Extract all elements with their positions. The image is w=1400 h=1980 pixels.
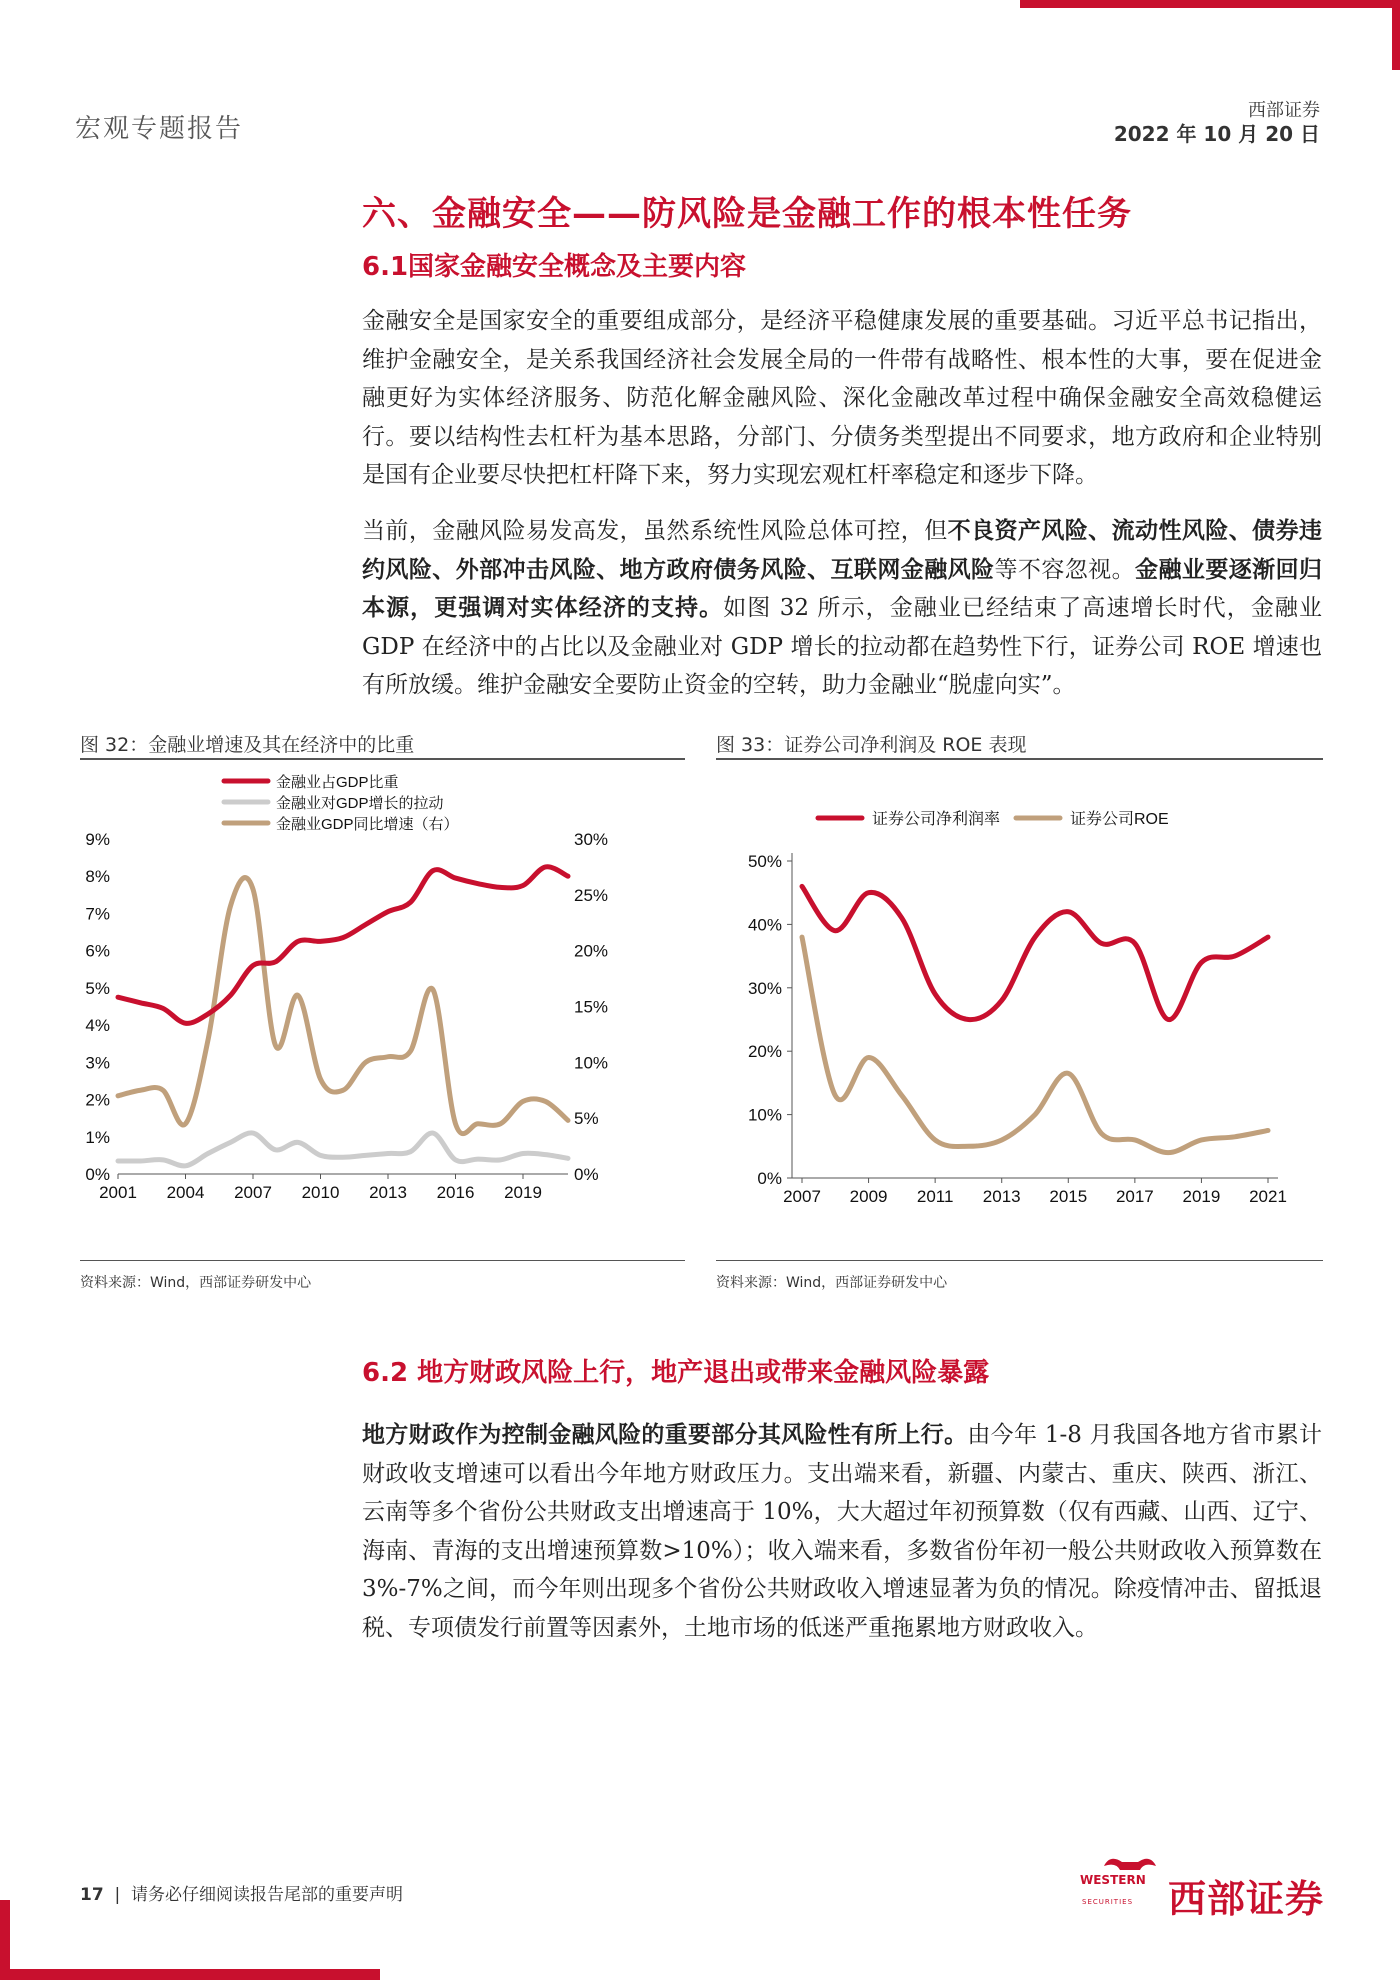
fig32-left-tick: 0% [85,1165,110,1184]
fig32-legend-label: 金融业GDP同比增速（右） [276,816,459,833]
fig33-y-tick: 20% [747,1042,782,1062]
bull-logo-icon [1100,1852,1160,1876]
figure-33-title: 图 33：证券公司净利润及 ROE 表现 [716,734,1027,756]
fig33-x-tick: 2013 [982,1187,1021,1206]
page-number: 17 [80,1885,104,1905]
figure-32-source: 资料来源：Wind，西部证券研发中心 [80,1275,312,1291]
fig33-x-tick: 2015 [1049,1187,1088,1206]
fig32-right-tick: 0% [574,1165,599,1184]
fig32-left-tick: 5% [85,978,110,998]
bottom-red-bar-vertical [0,1900,10,1980]
fig32-left-tick: 6% [85,941,110,961]
fig32-left-tick: 4% [85,1016,110,1036]
fig33-y-tick: 50% [747,852,782,871]
figure-32-title: 图 32：金融业增速及其在经济中的比重 [80,734,415,756]
fig33-x-tick: 2019 [1182,1187,1221,1206]
fig32-right-tick: 5% [574,1109,599,1129]
fig32-legend [224,774,459,833]
logo-english: WESTERN [1080,1873,1146,1887]
fig32-left-axis [85,830,110,1184]
subsection-title-6-2: 6.2 地方财政风险上行，地产退出或带来金融风险暴露 [362,1358,990,1388]
figure-33-bottom-rule [716,1260,1323,1261]
fig32-x-tick: 2001 [99,1183,137,1202]
fig32-right-tick: 30% [574,830,609,849]
fig32-left-tick: 7% [85,904,110,924]
fig33-x-tick: 2017 [1115,1187,1154,1206]
fig32-x-tick: 2007 [234,1183,272,1202]
fig32-right-tick: 20% [574,941,609,961]
header-date: 2022 年 10 月 20 日 [1113,122,1320,146]
company-logo: 西部证券 [1168,1877,1325,1921]
fig33-legend-label: 证券公司净利润率 [872,811,1001,828]
fig32-left-tick: 9% [85,830,110,849]
paragraph-1: 金融安全是国家安全的重要组成部分，是经济平稳健康发展的重要基础。习近平总书记指出，维护金融安全，是关系我国经济社会发展全局的一件带有战略性、根本性的大事，要在促进金融更好为实体经济服务、防范化解金融风险、深化金融改革过程中确保金融安全高效稳健运行。要以结构性去杠杆为基本思路，分部门、分债务类型提出不同要求，地方政府和企业特别是国有企业要尽快把杠杆降下来，努力实现宏观杠杆率稳定和逐步下降。 [362,308,1322,488]
fig32-series-line [118,878,568,1134]
paragraph-2: 当前，金融风险易发高发，虽然系统性风险总体可控，但不良资产风险、流动性风险、债券违约风险、外部冲击风险、地方政府债务风险、互联网金融风险等不容忽视。金融业要逐渐回归本源，更强调对实体经济的支持。如图 32 所示，金融业已经结束了高速增长时代，金融业 GDP 在经济中的占比以及金融业对 GDP 增长的拉动都在趋势性下行，证券公司 ROE 增速也有所放缓。维护金融安全要防止资金的空转，助力金融业“脱虚向实”。 [362,518,1323,698]
fig32-right-axis [574,830,608,1184]
section-title: 六、金融安全——防风险是金融工作的根本性任务 [362,194,1132,234]
fig33-y-tick: 40% [747,915,782,935]
footer-notice [80,1880,403,1905]
fig32-x-tick: 2013 [369,1183,407,1202]
fig32-left-tick: 8% [85,867,110,887]
fig32-x-tick: 2019 [504,1183,542,1202]
footer-disclaimer: 请务必仔细阅读报告尾部的重要声明 [131,1885,404,1905]
fig32-legend-label: 金融业对GDP增长的拉动 [276,795,444,812]
fig33-legend-label: 证券公司ROE [1070,811,1169,828]
fig32-x-axis [99,1174,568,1202]
fig32-x-tick: 2016 [436,1183,475,1202]
fig33-legend [818,810,1169,828]
fig32-left-tick: 2% [85,1090,110,1110]
fig32-series-line [118,867,568,1024]
fig33-y-tick: 30% [747,978,782,998]
fig33-series-line [802,886,1268,1019]
header-company: 西部证券 [1248,100,1320,121]
fig33-x-tick: 2007 [783,1187,821,1206]
fig33-x-tick: 2021 [1249,1187,1287,1206]
subsection-title-6-1: 6.1国家金融安全概念及主要内容 [362,252,747,282]
fig32-right-tick: 15% [574,997,609,1017]
figure-32-bottom-rule [80,1260,685,1261]
fig32-series-line [118,1133,568,1166]
footer-separator: | [114,1885,121,1905]
fig32-series [118,867,568,1166]
fig32-legend-label: 金融业占GDP比重 [276,774,399,791]
fig33-series [802,886,1268,1152]
fig32-x-tick: 2004 [166,1183,205,1202]
figure-32-chart [80,760,690,1250]
fig33-y-tick: 0% [757,1169,782,1188]
figure-33-chart [716,760,1326,1250]
fig32-left-tick: 3% [85,1053,110,1073]
paragraph-3: 地方财政作为控制金融风险的重要部分其风险性有所上行。由今年 1-8 月我国各地方省市累计财政收支增速可以看出今年地方财政压力。支出端来看，新疆、内蒙古、重庆、陕西、浙江、云南等多个省份公共财政支出增速高于 10%，大大超过年初预算数（仅有西藏、山西、辽宁、海南、青海的支出增速预算数>10%）；收入端来看，多数省份年初一般公共财政收入预算数在 3%-7%之间，而今年则出现多个省份公共财政收入增速显著为负的情况。除疫情冲击、留抵退税、专项债发行前置等因素外，土地市场的低迷严重拖累地方财政收入。 [362,1422,1322,1641]
logo-english-sub: SECURITIES [1082,1898,1134,1906]
fig33-y-tick: 10% [747,1105,782,1125]
fig32-right-tick: 10% [574,1053,609,1073]
top-red-bar [1020,0,1400,8]
bottom-red-bar [0,1969,380,1980]
top-red-bar-vertical [1392,0,1400,70]
fig32-x-tick: 2010 [301,1183,340,1202]
fig33-x-tick: 2011 [916,1187,954,1206]
fig33-x-axis [783,1178,1287,1206]
fig32-right-tick: 25% [574,885,609,905]
report-type: 宏观专题报告 [75,114,244,144]
fig33-y-axis [748,852,792,1188]
fig32-left-tick: 1% [85,1127,110,1147]
fig33-x-tick: 2009 [849,1187,888,1206]
figure-33-source: 资料来源：Wind，西部证券研发中心 [716,1275,948,1291]
